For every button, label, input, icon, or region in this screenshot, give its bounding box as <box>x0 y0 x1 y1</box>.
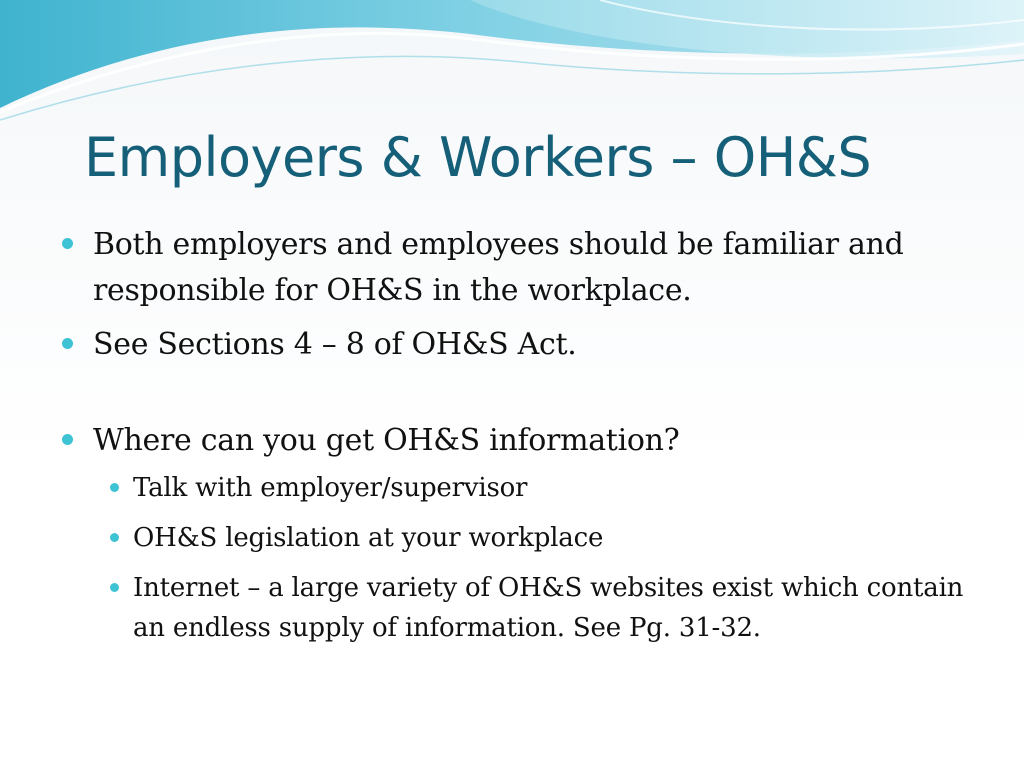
sub-bullet-text: Talk with employer/supervisor <box>133 473 528 503</box>
bullet-text: Both employers and employees should be familiar and responsible for OH&S in the workplace. <box>93 227 904 308</box>
sub-bullet-text: OH&S legislation at your workplace <box>133 523 604 553</box>
bullet-dot-icon <box>62 238 73 249</box>
bullet-item <box>60 418 980 648</box>
bullet-item <box>60 222 980 314</box>
sub-bullet-item <box>93 518 980 558</box>
bullet-text: See Sections 4 – 8 of OH&S Act. <box>93 327 577 362</box>
bullet-dot-icon <box>62 338 73 349</box>
sub-bullet-item <box>93 468 980 508</box>
sub-bullet-dot-icon <box>110 533 119 542</box>
sub-bullet-dot-icon <box>110 483 119 492</box>
sub-bullet-text: Internet – a large variety of OH&S websites exist which contain an endless supply of information. See Pg. 31-32. <box>133 573 964 643</box>
slide-title: Employers & Workers – OH&S <box>84 126 872 189</box>
sub-bullet-list <box>93 468 980 648</box>
header-wave-decoration <box>0 0 1024 130</box>
bullet-dot-icon <box>62 434 73 445</box>
bullet-item <box>60 322 980 368</box>
bullet-text: Where can you get OH&S information? <box>93 423 680 458</box>
sub-bullet-dot-icon <box>110 583 119 592</box>
bullet-list <box>60 222 980 658</box>
sub-bullet-item <box>93 568 980 648</box>
